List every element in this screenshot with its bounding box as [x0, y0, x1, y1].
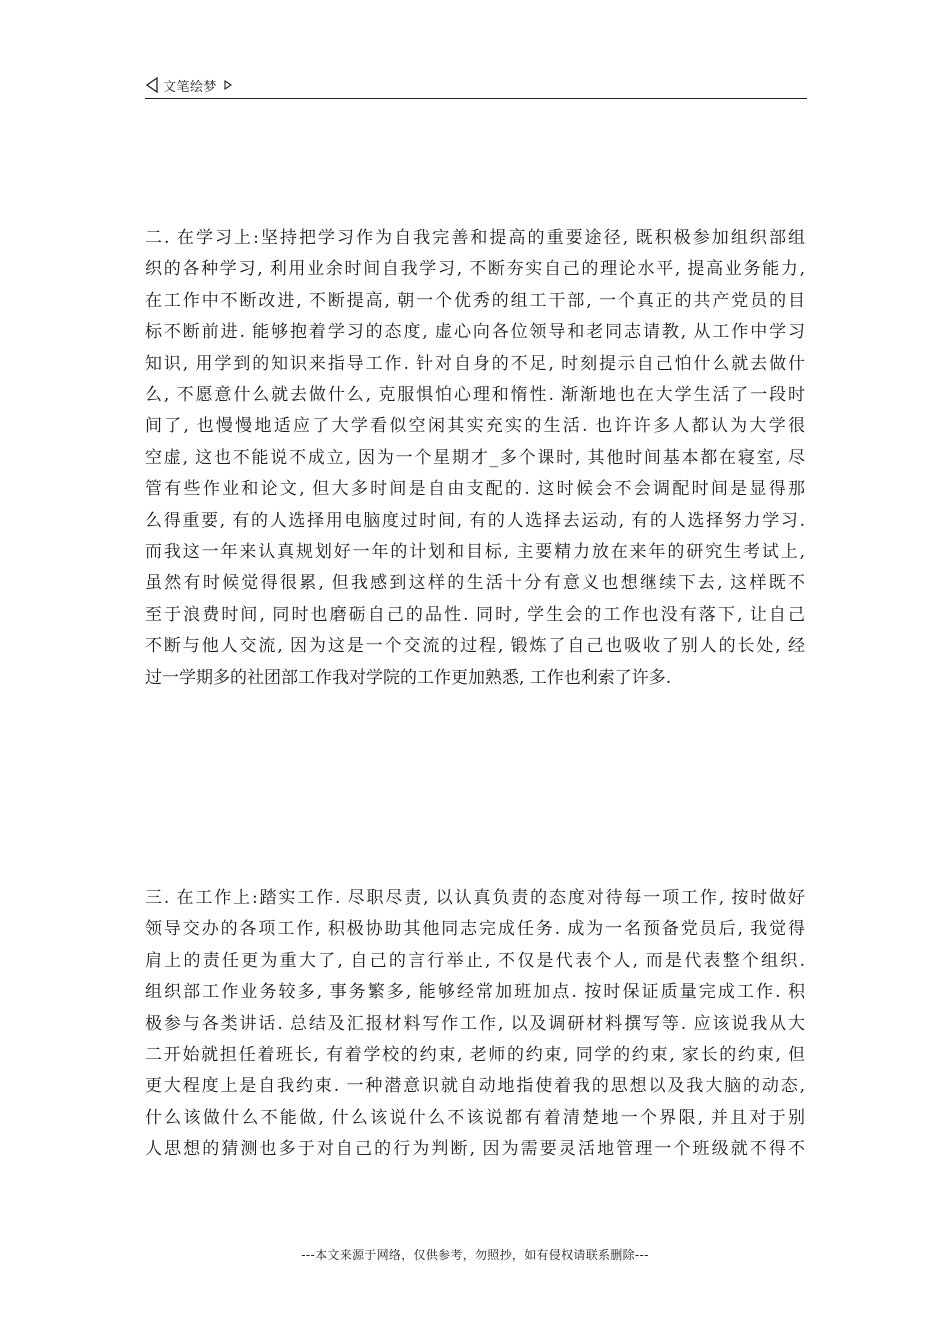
header-title: 文笔绘梦 — [163, 79, 218, 95]
paragraph-line: 么得重要, 有的人选择用电脑度过时间, 有的人选择去运动, 有的人选择努力学习. — [145, 510, 805, 531]
paragraph-line: 肩上的责任更为重大了, 自己的言行举止, 不仅是代表个人, 而是代表整个组织. — [145, 950, 805, 971]
paragraph-line: 空虚, 这也不能说不成立, 因为一个星期才_多个课时, 其他时间基本都在寝室, 尽 — [145, 447, 805, 468]
paragraph-study — [145, 223, 805, 694]
paragraph-line: 人思想的猜测也多于对自己的行为判断, 因为需要灵活地管理一个班级就不得不 — [145, 1139, 805, 1160]
paragraph-line: 在工作中不断改进, 不断提高, 朝一个优秀的组工干部, 一个真正的共产党员的目 — [145, 290, 805, 311]
paragraph-line: 至于浪费时间, 同时也磨砺自己的品性. 同时, 学生会的工作也没有落下, 让自己 — [145, 604, 805, 625]
paragraph-line: 二. 在学习上:坚持把学习作为自我完善和提高的重要途径, 既积极参加组织部组 — [145, 228, 805, 248]
triangle-left-icon — [145, 77, 159, 93]
paragraph-line: 极参与各类讲话. 总结及汇报材料写作工作, 以及调研材料撰写等. 应该说我从大 — [145, 1013, 805, 1034]
paragraph-line: 不断与他人交流, 因为这是一个交流的过程, 锻炼了自己也吸收了别人的长处, 经 — [145, 636, 805, 657]
paragraph-line: 间了, 也慢慢地适应了大学看似空闲其实充实的生活. 也许许多人都认为大学很 — [145, 416, 805, 437]
paragraph-line: 么, 不愿意什么就去做什么, 克服惧怕心理和惰性. 渐渐地也在大学生活了一段时 — [145, 385, 805, 406]
page-header — [145, 72, 807, 99]
paragraph-line: 虽然有时候觉得很累, 但我感到这样的生活十分有意义也想继续下去, 这样既不 — [145, 573, 805, 594]
paragraph-line: 而我这一年来认真规划好一年的计划和目标, 主要精力放在来年的研究生考试上, — [145, 542, 805, 563]
paragraph-line: 管有些作业和论文, 但大多时间是自由支配的. 这时候会不会调配时间是显得那 — [145, 479, 805, 500]
paragraph-line: 标不断前进. 能够抱着学习的态度, 虚心向各位领导和老同志请教, 从工作中学习 — [145, 322, 805, 343]
paragraph-line: 二开始就担任着班长, 有着学校的约束, 老师的约束, 同学的约束, 家长的约束, 但 — [145, 1045, 805, 1066]
paragraph-work — [145, 883, 805, 1166]
paragraph-line: 领导交办的各项工作, 积极协助其他同志完成任务. 成为一名预备党员后, 我觉得 — [145, 919, 805, 940]
paragraph-line: 知识, 用学到的知识来指导工作. 针对自身的不足, 时刻提示自己怕什么就去做什 — [145, 353, 805, 374]
paragraph-line: 三. 在工作上:踏实工作. 尽职尽责, 以认真负责的态度对待每一项工作, 按时做好 — [145, 888, 805, 908]
paragraph-line: 织的各种学习, 利用业余时间自我学习, 不断夯实自己的理论水平, 提高业务能力, — [145, 259, 805, 280]
paragraph-line: 过一学期多的社团部工作我对学院的工作更加熟悉, 工作也利索了许多. — [145, 667, 672, 688]
paragraph-line: 更大程度上是自我约束. 一种潜意识就自动地指使着我的思想以及我大脑的动态, — [145, 1076, 805, 1097]
footer-disclaimer: ---本文来源于网络，仅供参考，勿照抄，如有侵权请联系删除--- — [301, 1248, 649, 1262]
triangle-right-icon — [223, 79, 233, 91]
paragraph-line: 组织部工作业务较多, 事务繁多, 能够经常加班加点. 按时保证质量完成工作. 积 — [145, 982, 805, 1003]
paragraph-line: 什么该做什么不能做, 什么该说什么不该说都有着清楚地一个界限, 并且对于别 — [145, 1107, 805, 1128]
